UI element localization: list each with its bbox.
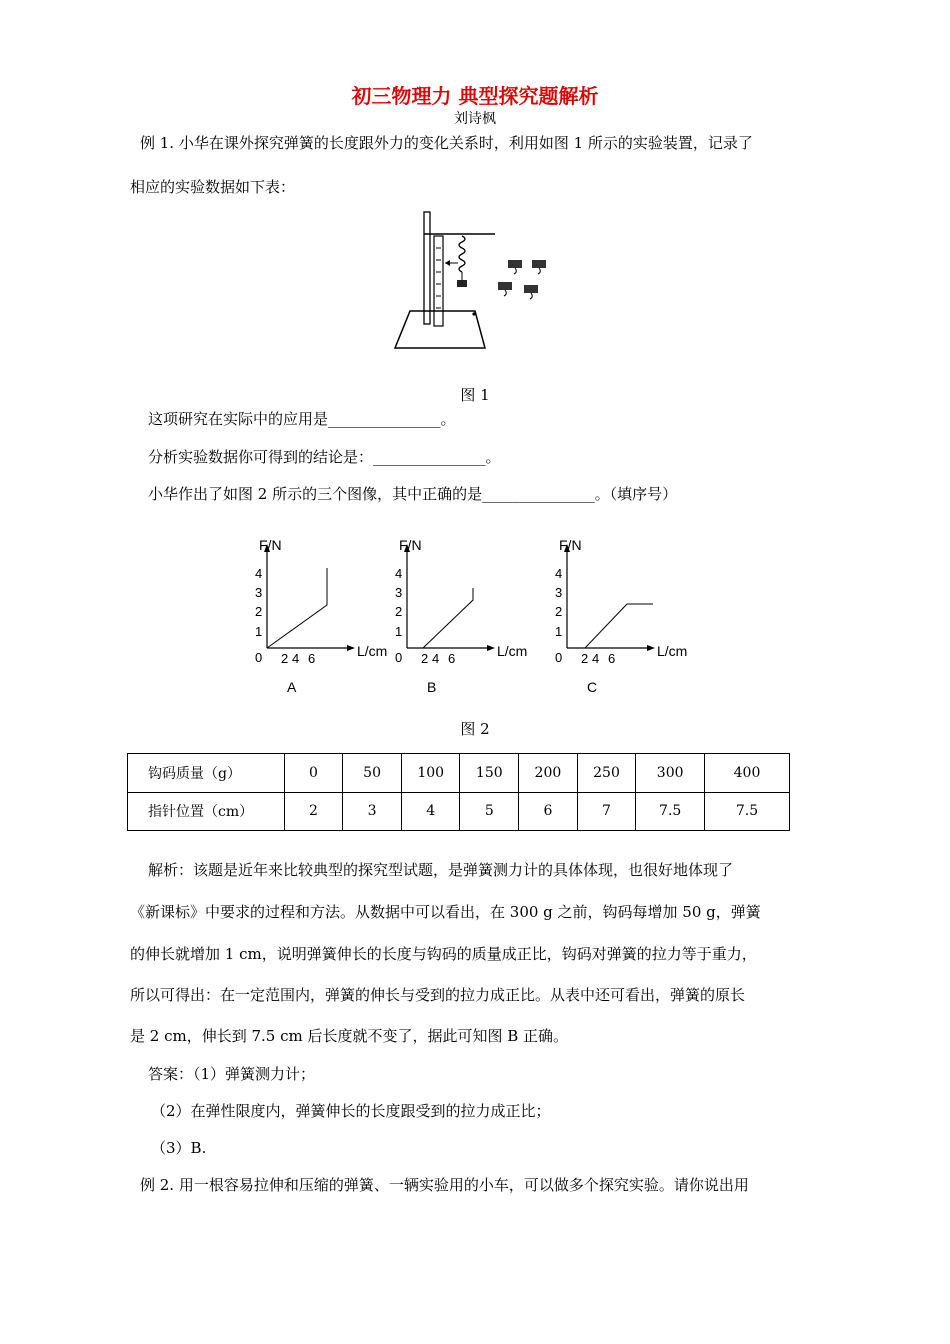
- analysis-line3: 的伸长就增加 1 cm，说明弹簧伸长的长度与钩码的质量成正比，钩码对弹簧的拉力等于重力，: [130, 945, 757, 963]
- x-tick-label: 2: [281, 651, 289, 666]
- graph-line: [423, 588, 473, 648]
- graph-B: [395, 537, 527, 695]
- graph-C: [555, 537, 687, 695]
- example2-line1: 例 2. 用一根容易拉伸和压缩的弹簧、一辆实验用的小车，可以做多个探究实验。请你说出用: [140, 1176, 749, 1194]
- x-axis-label: L/cm: [657, 643, 688, 659]
- x-axis-arrow: [487, 645, 495, 651]
- hook-weight: [457, 280, 467, 287]
- row-header-mass: 钩码质量（g）: [128, 754, 285, 793]
- x-tick-label: 6: [308, 651, 316, 666]
- y-tick-label: 0: [395, 650, 403, 665]
- question-2: 分析实验数据你可得到的结论是：_______________。: [148, 448, 501, 466]
- spare-weights: [498, 260, 546, 299]
- figure1-apparatus: [390, 208, 560, 353]
- table-cell: 200: [519, 754, 578, 793]
- table-row: [128, 792, 790, 831]
- x-tick-label: 4: [292, 651, 300, 666]
- table-cell: 5: [460, 792, 519, 831]
- y-tick-label: 3: [555, 585, 563, 600]
- x-tick-label: 6: [448, 651, 456, 666]
- graph-line: [585, 604, 653, 648]
- table-cell: 250: [577, 754, 636, 793]
- y-tick-label: 1: [255, 624, 263, 639]
- analysis-line2: 《新课标》中要求的过程和方法。从数据中可以看出，在 300 g 之前，钩码每增加 50 g，弹簧: [130, 903, 761, 921]
- y-tick-label: 4: [555, 566, 563, 581]
- ruler: [434, 236, 443, 326]
- table-cell: 3: [343, 792, 402, 831]
- spring: [459, 236, 465, 272]
- y-axis-label: F/N: [399, 537, 422, 553]
- graph-line: [267, 568, 327, 648]
- stand-rod: [424, 212, 430, 324]
- figure1-caption: 图 1: [460, 386, 490, 404]
- table-cell: 6: [519, 792, 578, 831]
- author: 刘诗枫: [454, 111, 496, 127]
- answer-2: （2）在弹性限度内，弹簧伸长的长度跟受到的拉力成正比；: [151, 1102, 551, 1120]
- analysis-line4: 所以可得出：在一定范围内，弹簧的伸长与受到的拉力成正比。从表中还可看出，弹簧的原长: [130, 986, 746, 1004]
- x-axis-arrow: [347, 645, 355, 651]
- y-axis-label: F/N: [559, 537, 582, 553]
- data-table: [127, 753, 790, 831]
- table-cell: 150: [460, 754, 519, 793]
- table-cell: 7.5: [636, 792, 705, 831]
- y-axis-label: F/N: [259, 537, 282, 553]
- apparatus-base: [395, 311, 485, 348]
- answer-1: 答案：（1）弹簧测力计；: [148, 1065, 316, 1083]
- y-tick-label: 4: [255, 566, 263, 581]
- answer-3: （3）B.: [151, 1139, 207, 1157]
- x-tick-label: 6: [608, 651, 616, 666]
- table-cell: 4: [401, 792, 460, 831]
- table-cell: 300: [636, 754, 705, 793]
- x-tick-label: 4: [432, 651, 440, 666]
- table-cell: 7.5: [705, 792, 790, 831]
- example1-line1: 例 1. 小华在课外探究弹簧的长度跟外力的变化关系时，利用如图 1 所示的实验装置，记录了: [140, 134, 753, 152]
- question-3: 小华作出了如图 2 所示的三个图像，其中正确的是_______________。（填序号）: [148, 485, 678, 503]
- table-cell: 2: [284, 792, 343, 831]
- y-tick-label: 0: [255, 650, 263, 665]
- analysis-line1: 解析：该题是近年来比较典型的探究型试题，是弹簧测力计的具体体现，也很好地体现了: [148, 861, 734, 879]
- example1-line2: 相应的实验数据如下表：: [130, 178, 296, 196]
- x-tick-label: 2: [581, 651, 589, 666]
- y-tick-label: 1: [555, 624, 563, 639]
- table-cell: 0: [284, 754, 343, 793]
- y-tick-label: 4: [395, 566, 403, 581]
- x-axis-label: L/cm: [357, 643, 388, 659]
- graph-A: [255, 537, 387, 695]
- table-row: [128, 754, 790, 793]
- y-tick-label: 3: [255, 585, 263, 600]
- table-cell: 50: [343, 754, 402, 793]
- y-tick-label: 3: [395, 585, 403, 600]
- graph-label: C: [587, 679, 598, 695]
- graph-label: A: [287, 679, 297, 695]
- table-cell: 100: [401, 754, 460, 793]
- page-title: 初三物理力 典型探究题解析: [351, 84, 599, 108]
- y-tick-label: 1: [395, 624, 403, 639]
- figure2-caption: 图 2: [460, 720, 490, 738]
- analysis-line5: 是 2 cm，伸长到 7.5 cm 后长度就不变了，据此可知图 B 正确。: [130, 1027, 569, 1045]
- figure2-graphs: [245, 530, 715, 700]
- x-axis-arrow: [647, 645, 655, 651]
- x-tick-label: 4: [592, 651, 600, 666]
- table-cell: 400: [705, 754, 790, 793]
- table-cell: 7: [577, 792, 636, 831]
- y-tick-label: 2: [395, 604, 403, 619]
- x-axis-label: L/cm: [497, 643, 528, 659]
- y-tick-label: 0: [555, 650, 563, 665]
- y-tick-label: 2: [255, 604, 263, 619]
- y-tick-label: 2: [555, 604, 563, 619]
- question-1: 这项研究在实际中的应用是_______________。: [148, 410, 456, 428]
- row-header-position: 指针位置（cm）: [128, 792, 285, 831]
- graph-label: B: [427, 679, 437, 695]
- x-tick-label: 2: [421, 651, 429, 666]
